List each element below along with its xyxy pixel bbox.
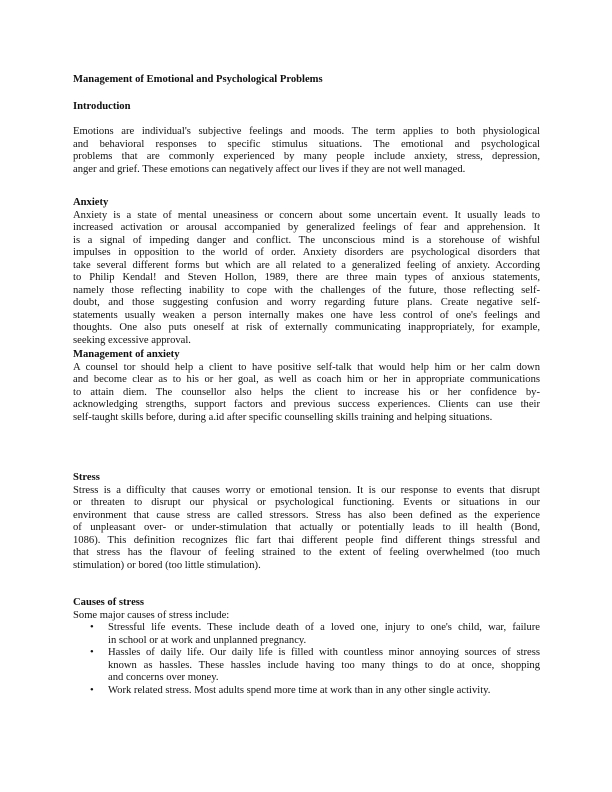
paragraph-stress: [73, 485, 540, 573]
text-line: anger and grief. These emotions can negatively affect our lives if they are not well managed.: [73, 163, 466, 175]
text-line: environment that cause stress are called stressors. Stress has also been defined as the experience: [73, 509, 540, 521]
text-line: increased activation or arousal accompanied by generalized feelings of fear and apprehension. It: [73, 222, 540, 233]
text-line: or threaten to disrupt our physical or psychological functioning. Events or situations in our: [73, 497, 540, 508]
section-heading-causes: Causes of stress: [73, 597, 145, 608]
paragraph-anxiety: [73, 210, 540, 348]
paragraph-management: [73, 362, 540, 425]
text-line: impulses in opposition to the world of order. Anxiety disorders are psychological disorders that: [73, 247, 540, 258]
list-item: [73, 622, 540, 647]
bullet-icon: •: [90, 684, 94, 696]
section-heading-stress: Stress: [73, 472, 100, 483]
text-line: acknowledging strengths, support factors and previous success experiences. Clients can use their: [73, 399, 540, 410]
section-heading-introduction: Introduction: [73, 101, 131, 112]
text-line: of unpleasant over- or under-stimulation that actually or potentially leads to ill health (Bond,: [73, 522, 540, 533]
text-line: self-taught skills before, during a.id after specific counselling skills training and helping situations.: [73, 411, 493, 423]
text-line: 1086). This definition recognizes flic fart thai different people find different things stressful and: [73, 534, 540, 546]
section-stress: [73, 472, 540, 572]
text-line: stimulation) or bored (too little stimulation).: [73, 559, 261, 571]
section-anxiety: [73, 197, 540, 347]
text-line: and behavioral responses to specific stimulus situations. The emotional and psychological: [73, 138, 540, 150]
text-line: to attain diem. The counsellor also helps the client to increase his or her confidence by-: [73, 386, 540, 398]
text-line: A counsel tor should help a client to have positive self-talk that would help him or her calm down: [73, 361, 540, 373]
section-heading-management: Management of anxiety: [73, 349, 180, 360]
text-line: Stressful life events. These include death of a loved one, injury to one's child, war, failure: [108, 622, 540, 633]
text-line: thoughts. One also puts oneself at risk of externally communicating inappropriately, for example,: [73, 322, 540, 333]
text-line: problems that are commonly experienced by many people include anxiety, stress, depression,: [73, 151, 540, 162]
text-line: is a signal of impeding danger and conflict. The unconscious mind is a storehouse of wishful: [73, 234, 540, 246]
text-line: seeking excessive approval.: [73, 334, 191, 346]
text-line: Stress is a difficulty that causes worry or emotional tension. It is our response to events that disrupt: [73, 484, 540, 496]
text-line: and concerns over money.: [108, 672, 219, 683]
causes-intro: Some major causes of stress include:: [73, 609, 230, 621]
paragraph-introduction: [73, 126, 540, 176]
text-line: Anxiety is a state of mental uneasiness or concern about some uncertain event. It usually leads to: [73, 209, 540, 221]
section-management-of-anxiety: [73, 349, 540, 424]
text-line: in school or at work and unplanned pregnancy.: [108, 634, 307, 646]
bullet-icon: •: [90, 622, 94, 633]
text-line: Work related stress. Most adults spend more time at work than in any other single activity.: [108, 684, 491, 696]
text-line: Hassles of daily life. Our daily life is filled with countless minor annoying sources of stress: [108, 647, 540, 658]
text-line: take several different forms but which are all related to a generalized feeling of anxiety. According: [73, 259, 540, 271]
document-title: Management of Emotional and Psychological Problems: [73, 74, 323, 85]
list-item: [73, 685, 540, 698]
text-line: namely those reflecting inability to cope with the challenges of the future, those reflecting self-: [73, 284, 540, 296]
text-line: that stress has the flavour of feeling strained to the extent of feeling overwhelmed (too much: [73, 547, 540, 558]
section-causes-of-stress: [73, 597, 540, 697]
causes-bullet-list: [73, 622, 540, 697]
text-line: known as hassles. These hassles include having too many things to do at once, shopping: [108, 659, 540, 671]
list-item: [73, 647, 540, 685]
text-line: Emotions are individual's subjective feelings and moods. The term applies to both physiological: [73, 126, 540, 137]
text-line: doubt, and those suggesting confusion and worry regarding future plans. Create negative self-: [73, 297, 540, 308]
text-line: statements usually weaken a person internally makes one have less control of one's feelings and: [73, 309, 540, 321]
text-line: and become clear as to his or her goal, as well as coach him or her in appropriate communications: [73, 374, 540, 385]
section-heading-anxiety: Anxiety: [73, 197, 109, 208]
text-line: to Philip Kendal! and Steven Hollon, 1989, there are three main types of anxious statements,: [73, 272, 540, 283]
bullet-icon: •: [90, 647, 94, 658]
